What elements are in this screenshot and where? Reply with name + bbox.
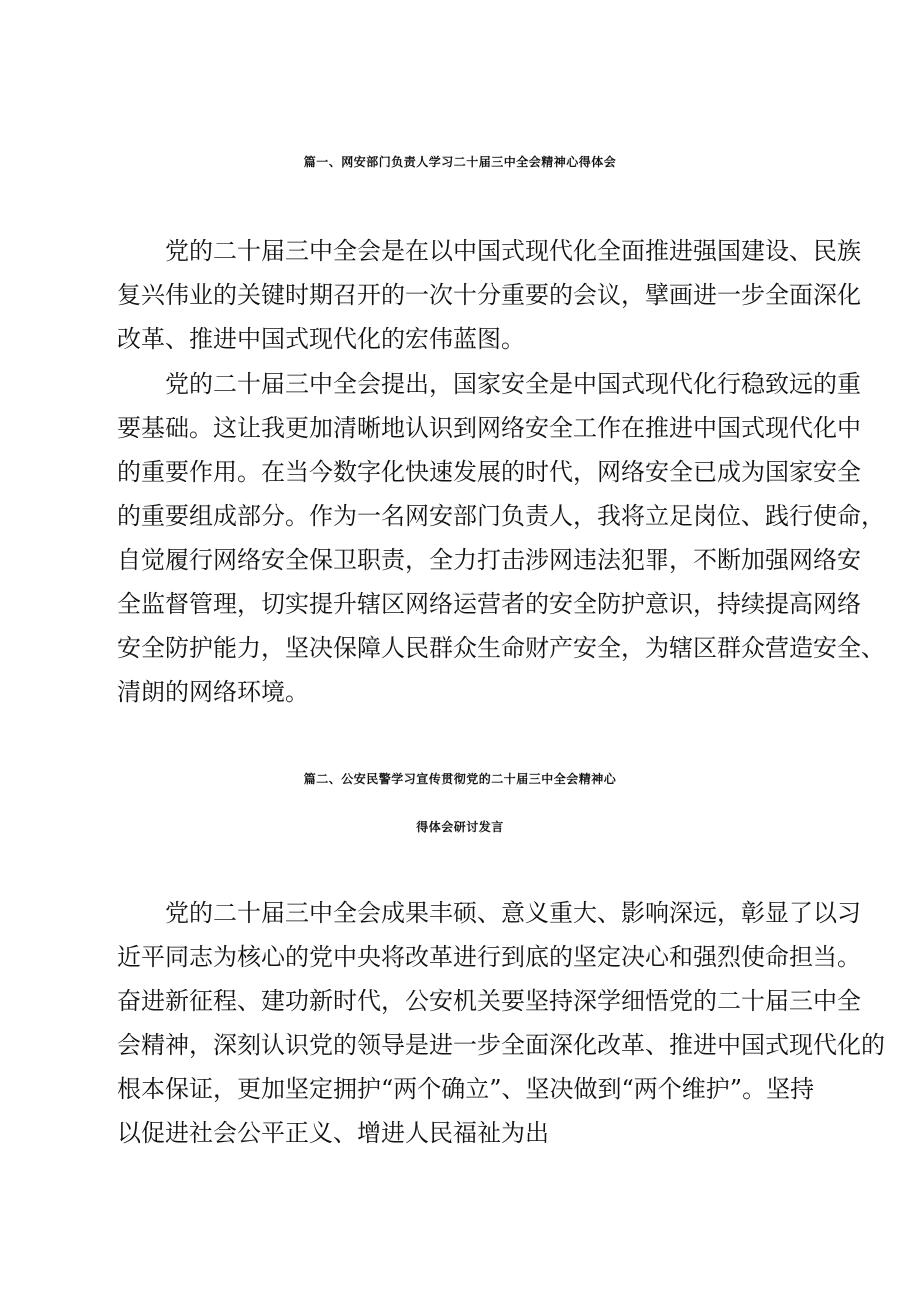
section-2-para-1-line-3: 奋进新征程、建功新时代，公安机关要坚持深学细悟党的二十届三中全 [117, 987, 861, 1015]
section-2-para-1-line-4: 会精神，深刻认识党的领导是进一步全面深化改革、推进中国式现代化的 [117, 1031, 885, 1059]
section-1-para-1-line-2: 复兴伟业的关键时期召开的一次十分重要的会议，擘画进一步全面深化 [117, 281, 861, 309]
section-2-para-1-line-2: 近平同志为核心的党中央将改革进行到底的坚定决心和强烈使命担当。 [117, 943, 861, 971]
section-1-title: 篇一、网安部门负责人学习二十届三中全会精神心得体会 [303, 155, 617, 169]
section-1-para-2-line-2: 要基础。这让我更加清晰地认识到网络安全工作在推进中国式现代化中 [117, 414, 861, 442]
section-1-para-2-line-1: 党的二十届三中全会提出，国家安全是中国式现代化行稳致远的重 [165, 370, 861, 398]
section-1-para-1-line-3: 改革、推进中国式现代化的宏伟蓝图。 [117, 325, 525, 353]
section-1-para-2-line-6: 全监督管理，切实提升辖区网络运营者的安全防护意识，持续提高网络 [117, 590, 861, 618]
section-1-para-2-line-4: 的重要组成部分。作为一名网安部门负责人，我将立足岗位、践行使命， [117, 502, 885, 530]
section-1-para-1-line-1: 党的二十届三中全会是在以中国式现代化全面推进强国建设、民族 [165, 237, 861, 265]
section-2-para-1-line-1: 党的二十届三中全会成果丰硕、意义重大、影响深远，彰显了以习 [165, 899, 861, 927]
section-2-para-1-line-6: 以促进社会公平正义、增进人民福祉为出 [117, 1119, 549, 1147]
section-1-para-2-line-5: 自觉履行网络安全保卫职责，全力打击涉网违法犯罪，不断加强网络安 [117, 546, 861, 574]
section-2-title-line-2: 得体会研讨发言 [416, 820, 504, 834]
section-1-para-2-line-7: 安全防护能力，坚决保障人民群众生命财产安全，为辖区群众营造安全、 [117, 634, 885, 662]
section-1-para-2-line-8: 清朗的网络环境。 [117, 678, 309, 706]
section-2-para-1-line-5: 根本保证，更加坚定拥护“两个确立”、坚决做到“两个维护”。坚持 [117, 1075, 815, 1103]
section-2-title-line-1: 篇二、公安民警学习宣传贯彻党的二十届三中全会精神心 [303, 772, 617, 786]
section-1-para-2-line-3: 的重要作用。在当今数字化快速发展的时代，网络安全已成为国家安全 [117, 458, 861, 486]
